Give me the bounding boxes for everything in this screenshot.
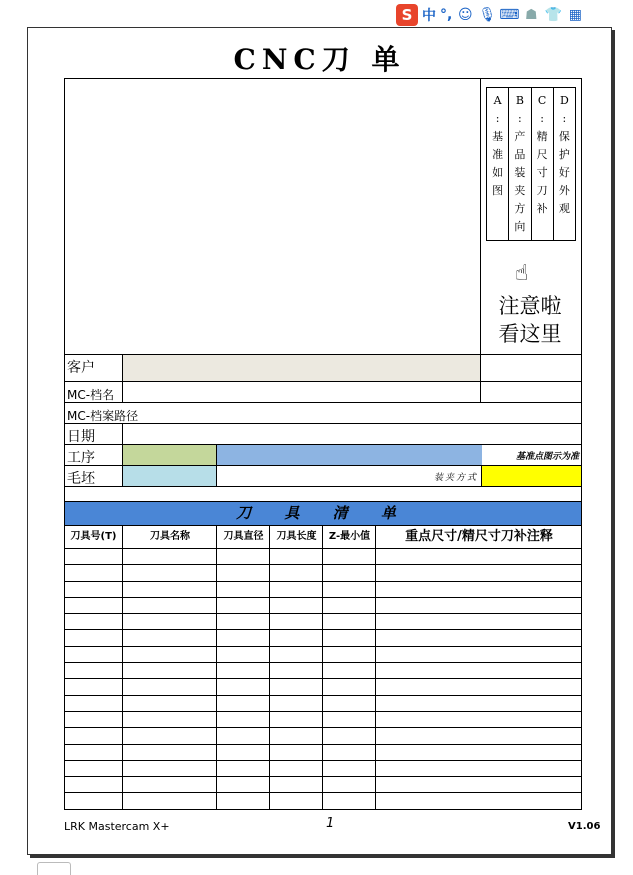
column-divider — [216, 745, 217, 760]
column-divider — [375, 679, 376, 694]
mc-name-row — [65, 382, 581, 403]
image-area[interactable] — [65, 79, 581, 355]
column-divider — [122, 679, 123, 694]
legend-c-char: 刀 — [536, 184, 548, 197]
legend-col-d — [553, 88, 575, 240]
shirt-icon[interactable]: 👕 — [544, 7, 563, 23]
legend-b-char: : — [518, 112, 522, 125]
tool-list-header: 刀 具 清 单 — [65, 502, 581, 526]
column-divider — [216, 777, 217, 792]
tool-table-header — [65, 526, 581, 549]
legend-c-char: C — [537, 94, 547, 107]
column-divider — [322, 679, 323, 694]
page-title: CNC刀 单 — [233, 43, 406, 76]
tool-table-body — [65, 549, 581, 809]
legend-col-b — [508, 88, 530, 240]
column-divider — [375, 777, 376, 792]
column-divider — [322, 565, 323, 580]
date-label: 日期 — [67, 429, 95, 445]
column-divider — [269, 582, 270, 597]
column-divider — [122, 745, 123, 760]
column-divider — [216, 549, 217, 564]
image-area-divider — [480, 79, 481, 354]
column-divider — [269, 777, 270, 792]
column-divider — [375, 614, 376, 629]
column-divider — [322, 663, 323, 678]
date-row — [65, 424, 581, 445]
legend-d-char: 护 — [558, 148, 570, 161]
table-row[interactable] — [65, 565, 581, 581]
mc-path-label: MC-档案路径 — [67, 409, 139, 423]
column-divider — [322, 777, 323, 792]
ime-mode-toggle[interactable]: 中 — [422, 8, 436, 24]
clamp-method-label-cell — [430, 466, 480, 486]
column-divider — [269, 565, 270, 580]
column-header: 重点尺寸/精尺寸刀补注释 — [375, 526, 582, 548]
customer-label: 客户 — [67, 360, 95, 376]
table-row[interactable] — [65, 630, 581, 646]
column-divider — [375, 549, 376, 564]
table-row[interactable] — [65, 793, 581, 808]
column-divider — [375, 647, 376, 662]
column-divider — [322, 728, 323, 743]
mc-name-label: MC-档名 — [67, 388, 115, 402]
column-divider — [269, 679, 270, 694]
column-divider — [322, 582, 323, 597]
legend-d-char: D — [559, 94, 569, 107]
document-page — [27, 27, 612, 855]
column-divider — [216, 614, 217, 629]
blank-field-1[interactable] — [122, 466, 216, 486]
column-divider — [216, 630, 217, 645]
column-divider — [375, 745, 376, 760]
column-divider — [269, 793, 270, 808]
legend-c-char: 补 — [536, 202, 548, 215]
column-divider — [269, 647, 270, 662]
column-divider — [322, 598, 323, 613]
legend-b-char: 产 — [514, 130, 526, 143]
column-divider — [375, 696, 376, 711]
legend-b-char: 品 — [514, 148, 526, 161]
column-divider — [322, 696, 323, 711]
legend-d-char: : — [562, 112, 567, 125]
column-divider — [216, 793, 217, 808]
column-divider — [122, 630, 123, 645]
column-divider — [122, 614, 123, 629]
column-divider — [322, 761, 323, 776]
legend-b-char: 向 — [514, 220, 526, 233]
mc-name-extra-field[interactable] — [480, 382, 581, 402]
date-field[interactable] — [122, 424, 581, 444]
legend-a-char: 准 — [492, 148, 504, 161]
column-divider — [375, 565, 376, 580]
legend-a-char: : — [495, 112, 500, 125]
column-divider — [322, 630, 323, 645]
column-divider — [269, 745, 270, 760]
process-field-1[interactable] — [122, 445, 216, 465]
column-divider — [322, 745, 323, 760]
column-divider — [322, 647, 323, 662]
pointing-hand-icon: ☝ — [515, 261, 529, 286]
table-row[interactable] — [65, 614, 581, 630]
sogou-logo-icon[interactable]: S — [396, 4, 418, 26]
ime-punct-toggle[interactable]: °, — [440, 7, 453, 23]
column-header: Z-最小值 — [322, 526, 376, 548]
column-divider — [269, 663, 270, 678]
column-divider — [375, 598, 376, 613]
cnc-sheet — [64, 78, 582, 810]
legend-b-char: B — [515, 94, 524, 107]
table-row[interactable] — [65, 582, 581, 598]
column-divider — [216, 582, 217, 597]
column-divider — [122, 598, 123, 613]
column-header: 刀具直径 — [216, 526, 270, 548]
table-row[interactable] — [65, 647, 581, 663]
column-divider — [122, 663, 123, 678]
legend-b-char: 夹 — [514, 184, 526, 197]
datum-note-text: 基准点图示为准 — [515, 452, 579, 462]
column-divider — [122, 728, 123, 743]
column-divider — [216, 712, 217, 727]
table-row[interactable] — [65, 598, 581, 614]
mic-icon[interactable]: 🎙 — [478, 7, 497, 23]
column-divider — [122, 696, 123, 711]
process-field-2[interactable] — [216, 445, 482, 465]
legend-b-char: 方 — [514, 202, 526, 215]
column-divider — [269, 549, 270, 564]
legend-d-char: 好 — [558, 166, 570, 179]
legend-c-char: 精 — [536, 130, 548, 143]
column-divider — [122, 647, 123, 662]
column-header: 刀具号(T) — [70, 531, 117, 542]
column-divider — [322, 614, 323, 629]
legend-box — [486, 87, 576, 241]
blank-label: 毛坯 — [67, 471, 95, 487]
column-divider — [269, 630, 270, 645]
grid-icon[interactable]: ▦ — [568, 7, 582, 23]
mc-name-field[interactable] — [122, 382, 481, 402]
table-row[interactable] — [65, 761, 581, 777]
customer-field[interactable] — [122, 355, 481, 381]
column-divider — [122, 793, 123, 808]
clamp-method-field[interactable] — [481, 466, 581, 486]
legend-d-char: 观 — [558, 202, 570, 215]
smile-icon[interactable]: ☺ — [458, 7, 473, 23]
column-divider — [375, 728, 376, 743]
table-row[interactable] — [65, 777, 581, 793]
table-row[interactable] — [65, 696, 581, 712]
column-header: 刀具名称 — [122, 526, 217, 548]
legend-c-char: : — [540, 112, 544, 125]
column-divider — [269, 598, 270, 613]
legend-d-char: 保 — [558, 130, 570, 143]
column-divider — [375, 712, 376, 727]
table-row[interactable] — [65, 679, 581, 695]
column-divider — [122, 549, 123, 564]
datum-note — [482, 445, 581, 465]
column-divider — [375, 761, 376, 776]
column-divider — [322, 549, 323, 564]
column-header: 刀具长度 — [269, 526, 323, 548]
column-divider — [375, 663, 376, 678]
column-divider — [122, 761, 123, 776]
column-divider — [322, 793, 323, 808]
column-divider — [122, 777, 123, 792]
notice-text — [490, 292, 570, 348]
table-row[interactable] — [65, 549, 581, 565]
ime-toolbar[interactable] — [396, 2, 600, 28]
notice-line-1: 注意啦 — [498, 294, 562, 318]
notice-line-2: 看这里 — [498, 322, 562, 346]
footer-version: V1.06 — [568, 821, 601, 832]
column-divider — [375, 582, 376, 597]
legend-b-char: 装 — [514, 166, 526, 179]
legend-a-char: 如 — [492, 166, 504, 179]
column-divider — [269, 712, 270, 727]
table-row[interactable] — [65, 728, 581, 744]
column-divider — [122, 582, 123, 597]
legend-a-char: A — [493, 94, 502, 107]
column-divider — [216, 663, 217, 678]
spacer-row — [65, 487, 581, 502]
column-divider — [269, 728, 270, 743]
column-divider — [216, 598, 217, 613]
legend-c-char: 尺 — [536, 148, 548, 161]
legend-a-char: 基 — [492, 130, 504, 143]
column-divider — [216, 761, 217, 776]
table-row[interactable] — [65, 663, 581, 679]
footer-page-number: 1 — [326, 816, 335, 831]
legend-col-a — [487, 88, 508, 240]
column-divider — [216, 565, 217, 580]
keyboard-icon[interactable]: ⌨ — [499, 7, 520, 23]
clamp-method-label: 装夹方式 — [433, 473, 478, 483]
blank-row — [65, 466, 581, 487]
column-divider — [122, 712, 123, 727]
column-divider — [269, 761, 270, 776]
column-divider — [375, 630, 376, 645]
legend-d-char: 外 — [558, 184, 570, 197]
sheet-tab[interactable] — [37, 862, 71, 875]
column-divider — [269, 696, 270, 711]
customer-row — [65, 355, 581, 382]
process-row — [65, 445, 581, 466]
person-icon[interactable]: ☗ — [525, 7, 538, 23]
column-divider — [216, 696, 217, 711]
legend-a-char: 图 — [492, 184, 504, 197]
column-divider — [216, 728, 217, 743]
column-divider — [375, 793, 376, 808]
column-divider — [216, 679, 217, 694]
column-divider — [122, 565, 123, 580]
mc-path-row — [65, 403, 581, 424]
legend-col-c — [531, 88, 553, 240]
table-row[interactable] — [65, 745, 581, 761]
column-divider — [322, 712, 323, 727]
customer-extra-field[interactable] — [480, 355, 581, 381]
footer-software: LRK Mastercam X+ — [64, 820, 170, 833]
column-divider — [216, 647, 217, 662]
table-row[interactable] — [65, 712, 581, 728]
column-divider — [269, 614, 270, 629]
process-label: 工序 — [67, 450, 95, 466]
legend-c-char: 寸 — [536, 166, 548, 179]
